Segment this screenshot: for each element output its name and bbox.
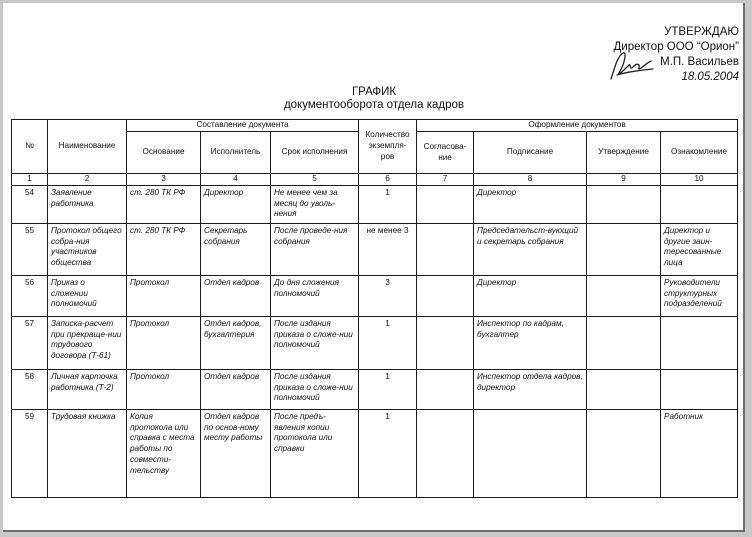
cell-copies: 1: [359, 316, 417, 369]
header-basis: Основание: [127, 132, 201, 174]
header-familiarization: Ознакомление: [661, 132, 738, 174]
cell-executor: Отдел кадров по основ-ному месту работы: [201, 409, 271, 497]
col-number: 4: [201, 174, 271, 186]
cell-signing: Инспектор по кадрам, бухгалтер: [474, 316, 587, 369]
cell-agreement: [417, 275, 474, 316]
cell-approval: [587, 223, 661, 275]
table-row: [12, 369, 738, 409]
cell-familiarization: Руководители структурных подразделений: [661, 275, 738, 316]
header-agreement: Согласова-ние: [417, 132, 474, 174]
approver-position: Директор ООО “Орион”: [613, 41, 739, 53]
col-number: 6: [359, 174, 417, 186]
table-row: [12, 316, 738, 369]
document-sheet: [3, 3, 745, 532]
cell-executor: Отдел кадров: [201, 369, 271, 409]
cell-name: Заявление работника: [48, 185, 127, 223]
cell-name: Протокол общего собра-ния участников общества: [48, 223, 127, 275]
header-group-creation: Составление документа: [127, 120, 359, 132]
cell-executor: Отдел кадров, бухгалтерия: [201, 316, 271, 369]
document-title: [3, 86, 745, 112]
cell-approval: [587, 275, 661, 316]
cell-deadline: После издания приказа о сложе-нии полномочий: [271, 316, 359, 369]
cell-name: Трудовая книжка: [48, 409, 127, 497]
header-approval: Утверждение: [587, 132, 661, 174]
header-deadline: Срок исполнения: [271, 132, 359, 174]
cell-executor: Директор: [201, 185, 271, 223]
cell-copies: 1: [359, 369, 417, 409]
handwritten-signature: [607, 49, 655, 83]
cell-num: 56: [12, 275, 48, 316]
cell-approval: [587, 185, 661, 223]
cell-signing: Директор: [474, 275, 587, 316]
col-number: 5: [271, 174, 359, 186]
cell-name: Приказ о сложении полномочий: [48, 275, 127, 316]
cell-basis: Копия протокола или справка с места работы по совмести-тельству: [127, 409, 201, 497]
header-group-processing: Оформление документов: [417, 120, 738, 132]
col-number: 1: [12, 174, 48, 186]
cell-copies: 1: [359, 185, 417, 223]
cell-name: Записка-расчет при прекраще-нии трудового договора (Т-61): [48, 316, 127, 369]
approval-date: 18.05.2004: [681, 71, 739, 83]
cell-basis: Протокол: [127, 316, 201, 369]
cell-basis: ст. 280 ТК РФ: [127, 185, 201, 223]
col-number: 9: [587, 174, 661, 186]
col-number: 2: [48, 174, 127, 186]
cell-name: Личная карточка работника (Т-2): [48, 369, 127, 409]
cell-agreement: [417, 369, 474, 409]
cell-familiarization: [661, 316, 738, 369]
table-row: [12, 223, 738, 275]
cell-basis: ст. 280 ТК РФ: [127, 223, 201, 275]
header-executor: Исполнитель: [201, 132, 271, 174]
title-line-1: ГРАФИК: [351, 86, 397, 98]
header-name: Наименование: [48, 120, 127, 174]
cell-num: 58: [12, 369, 48, 409]
cell-deadline: После предъ-явления копии протокола или справки: [271, 409, 359, 497]
title-line-2: документооборота отдела кадров: [283, 99, 465, 111]
cell-familiarization: Работник: [661, 409, 738, 497]
header-num: №: [12, 120, 48, 174]
cell-copies: 3: [359, 275, 417, 316]
col-number: 10: [661, 174, 738, 186]
approve-label: УТВЕРЖДАЮ: [664, 26, 739, 38]
col-number: 8: [474, 174, 587, 186]
cell-deadline: После проведе-ния собрания: [271, 223, 359, 275]
cell-familiarization: Директор и другие заин-тересованные лица: [661, 223, 738, 275]
cell-deadline: После издания приказа о сложе-нии полномочий: [271, 369, 359, 409]
cell-executor: Секретарь собрания: [201, 223, 271, 275]
cell-num: 55: [12, 223, 48, 275]
cell-signing: Инспектор отдела кадров, директор: [474, 369, 587, 409]
cell-basis: Протокол: [127, 369, 201, 409]
cell-executor: Отдел кадров: [201, 275, 271, 316]
cell-deadline: До дня сложения полномочий: [271, 275, 359, 316]
workflow-schedule-table: [11, 119, 738, 498]
cell-familiarization: [661, 369, 738, 409]
cell-approval: [587, 316, 661, 369]
cell-num: 54: [12, 185, 48, 223]
cell-approval: [587, 369, 661, 409]
cell-deadline: Не менее чем за месяц до уволь-нения: [271, 185, 359, 223]
table-row: [12, 185, 738, 223]
table-row: [12, 275, 738, 316]
cell-agreement: [417, 316, 474, 369]
header-copies: Количество экземпля-ров: [359, 120, 417, 174]
cell-copies: не менее 3: [359, 223, 417, 275]
col-number: 3: [127, 174, 201, 186]
header-signing: Подписание: [474, 132, 587, 174]
cell-signing: Председательст-вующий и секретарь собрания: [474, 223, 587, 275]
cell-agreement: [417, 223, 474, 275]
cell-basis: Протокол: [127, 275, 201, 316]
cell-agreement: [417, 185, 474, 223]
cell-signing: [474, 409, 587, 497]
cell-num: 59: [12, 409, 48, 497]
cell-familiarization: [661, 185, 738, 223]
col-number: 7: [417, 174, 474, 186]
cell-copies: 1: [359, 409, 417, 497]
cell-num: 57: [12, 316, 48, 369]
cell-agreement: [417, 409, 474, 497]
approver-name: М.П. Васильев: [660, 56, 739, 68]
table-row: [12, 409, 738, 497]
cell-approval: [587, 409, 661, 497]
cell-signing: Директор: [474, 185, 587, 223]
